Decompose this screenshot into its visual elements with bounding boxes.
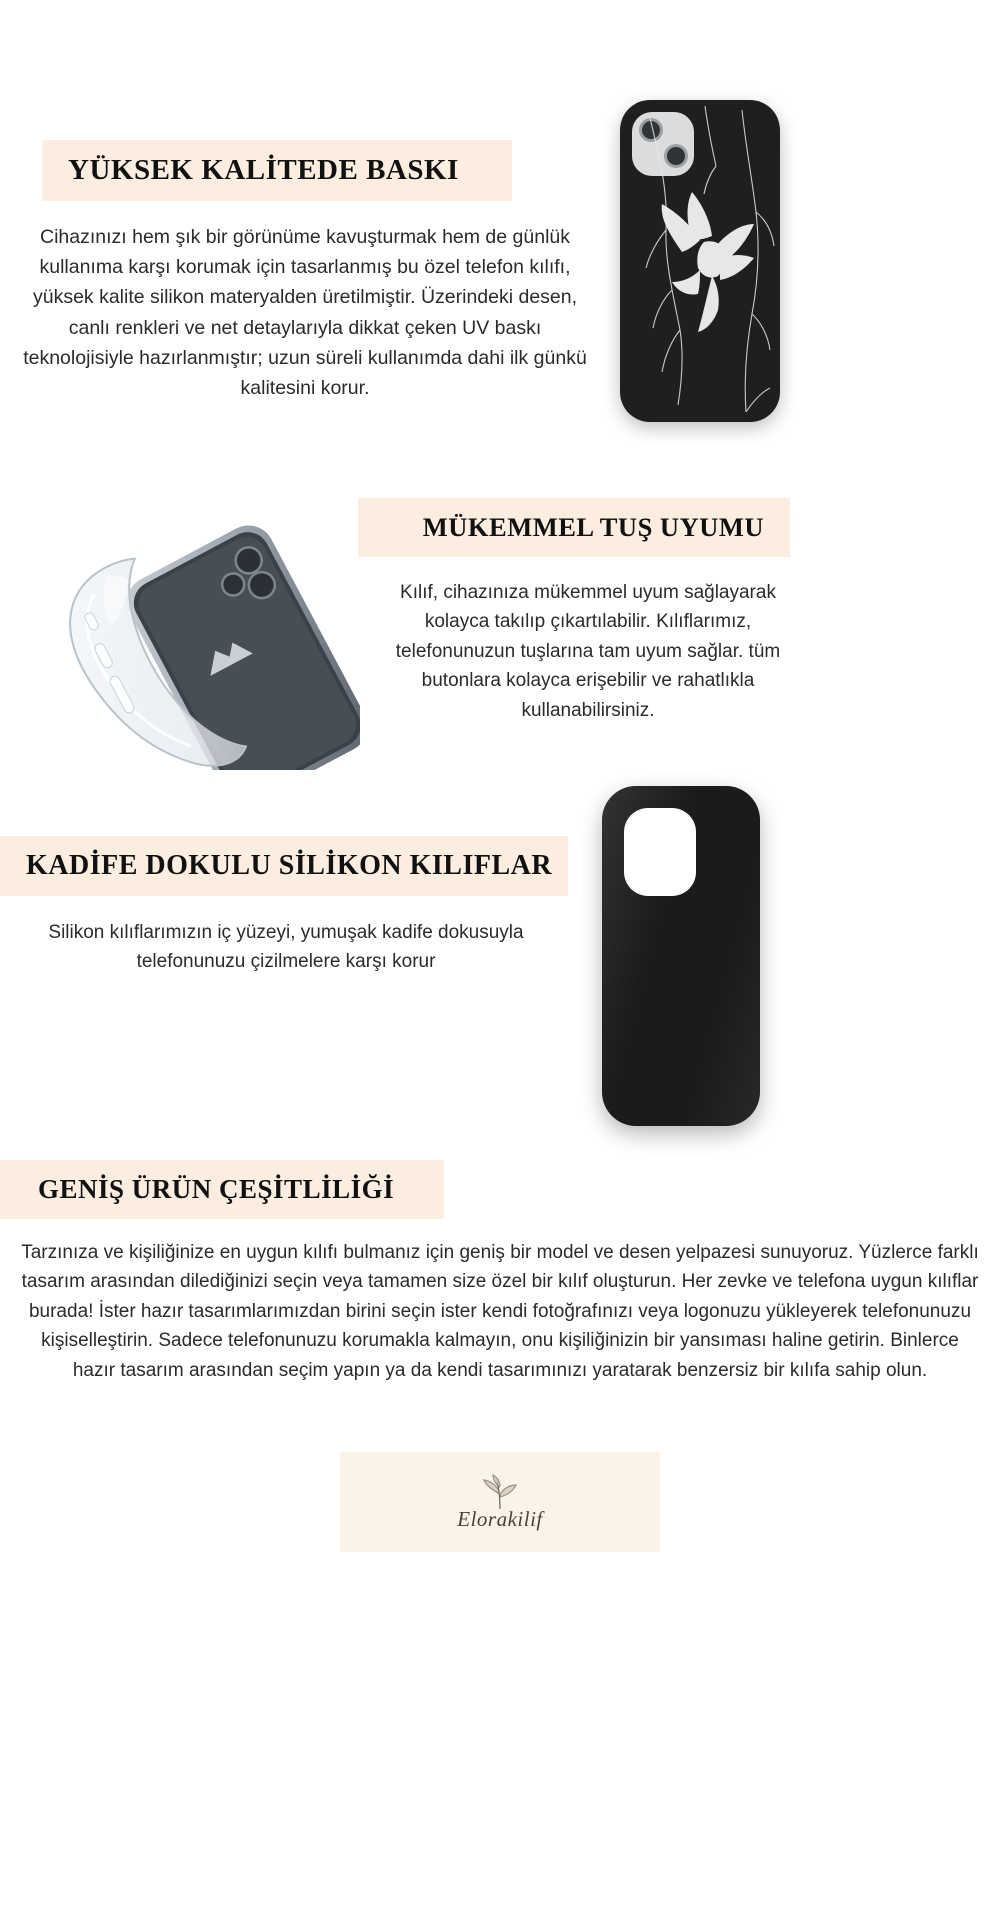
section-body-button-fit: Kılıf, cihazınıza mükemmel uyum sağlayarak kolayca takılıp çıkartılabilir. Kılıflarımız, telefonunuzun tuşlarına tam uyum sağlar. tüm butonlara kolayca erişebilir ve rahatlıkla kullanabilirsiniz. [395, 582, 781, 721]
case-sheen [602, 786, 760, 1126]
section-heading-velvet-lining [0, 836, 568, 896]
section-body-print-quality: Cihazınızı hem şık bir görünüme kavuşturmak hem de günlük kullanıma karşı korumak için tasarlanmış bu özel telefon kılıfı, yüksek kalite silikon materyalden üretilmiştir. Üzerindeki desen, canlı renkleri ve net detaylarıyla dikkat çeken UV baskı teknolojisiyle hazırlanmıştır; uzun süreli kullanımda dahi ilk günkü kalitesini korur. [23, 226, 587, 400]
section-heading-print-quality [42, 140, 512, 201]
brand-name: Elorakilif [457, 1506, 543, 1531]
heading-text: GENİŞ ÜRÜN ÇEŞİTLİLİĞİ [38, 1174, 395, 1204]
brand-logo [340, 1452, 660, 1552]
phone-image-clear-case [40, 470, 360, 770]
heading-text: KADİFE DOKULU SİLİKON KILIFLAR [26, 850, 553, 881]
phone-image-black-angel-case [620, 100, 780, 422]
heading-text: MÜKEMMEL TUŞ UYUMU [422, 512, 764, 542]
angel-artwork [620, 100, 780, 422]
section-heading-button-fit [358, 498, 790, 557]
clear-case-illustration [40, 470, 360, 770]
phone-image-black-silicone-case [602, 786, 760, 1126]
section-body-product-variety: Tarzınıza ve kişiliğinize en uygun kılıfı bulmanız için geniş bir model ve desen yelpazesi sunuyoruz. Yüzlerce farklı tasarım arasından dilediğinizi seçin veya tamamen size özel bir kılıf oluşturun. Her zevke ve telefona uygun kılıflar burada! İster hazır tasarımlarımızdan birini seçin ister kendi fotoğrafınızı veya logonuzu yükleyerek telefonunuzu kişiselleştirin. Sadece telefonunuzu korumakla kalmayın, onu kişiliğinizin bir yansıması haline getirin. Binlerce hazır tasarım arasından seçim yapın ya da kendi tasarımınızı yaratarak benzersiz bir kılıfa sahip olun. [21, 1242, 979, 1381]
section-heading-product-variety [0, 1160, 444, 1219]
heading-text: YÜKSEK KALİTEDE BASKI [68, 154, 459, 186]
section-body-velvet-lining: Silikon kılıflarımızın iç yüzeyi, yumuşak kadife dokusuyla telefonunuzu çizilmelere karşı korur [48, 922, 524, 973]
